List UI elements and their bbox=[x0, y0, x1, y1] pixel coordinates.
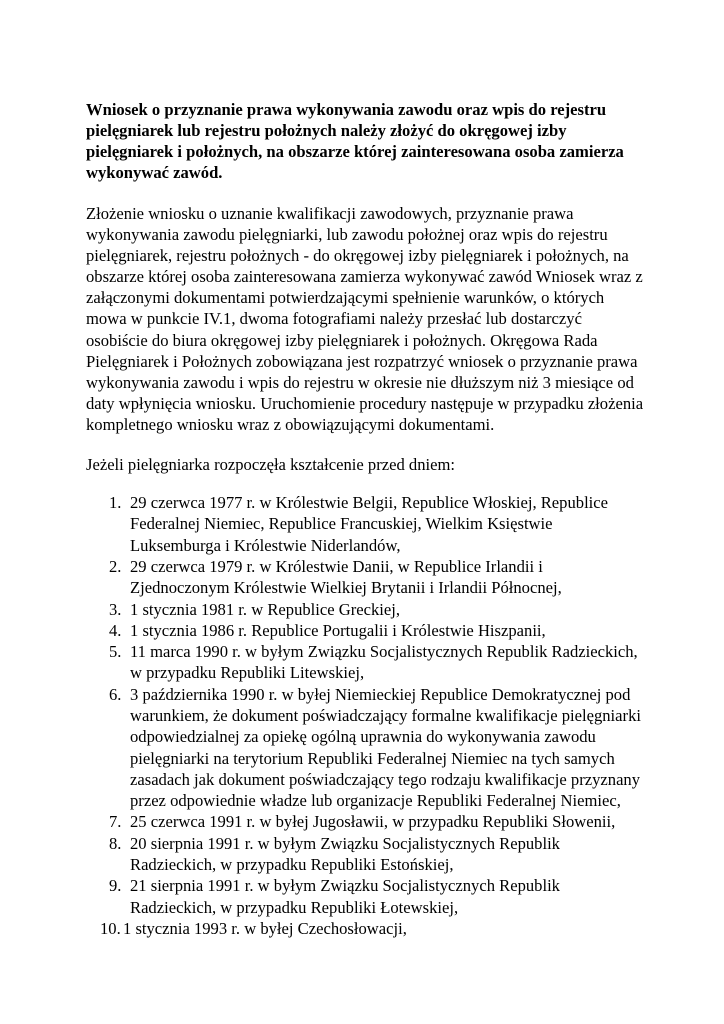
list-item-text: 20 sierpnia 1991 r. w byłym Związku Socjalistycznych Republik Radzieckich, w przypadku Republiki Estońskiej, bbox=[130, 833, 560, 875]
list-item-number: 10. bbox=[100, 918, 121, 938]
list-item-text: 29 czerwca 1979 r. w Królestwie Danii, w Republice Irlandii i Zjednoczonym Królestwie Wielkiej Brytanii i Irlandii Północnej, bbox=[130, 556, 562, 598]
list-item-number: 5. bbox=[109, 642, 122, 662]
date-list bbox=[86, 492, 646, 939]
list-item-number: 2. bbox=[109, 556, 122, 576]
list-item bbox=[86, 811, 646, 832]
list-item bbox=[86, 492, 646, 556]
document-heading: Wniosek o przyznanie prawa wykonywania zawodu oraz wpis do rejestru pielęgniarek lub rejestru położnych należy złożyć do okręgowej izby pielęgniarek i położnych, na obszarze której zainteresowana osoba zamierza wykonywać zawód. bbox=[86, 100, 624, 182]
list-item bbox=[86, 599, 646, 620]
list-item-text: 3 października 1990 r. w byłej Niemieckiej Republice Demokratycznej pod warunkiem, że dokument poświadczający formalne kwalifikacje pielęgniarki odpowiedzialnej za opiekę ogólną uprawnia do wykonywania zawodu pielęgniarki na terytorium Republiki Federalnej Niemiec na tych samych zasadach jak dokument poświadczający tego rodzaju kwalifikacje przyznany przez odpowiednie władze lub organizacje Republiki Federalnej Niemiec, bbox=[130, 684, 641, 811]
list-item bbox=[86, 684, 646, 812]
list-item bbox=[86, 641, 646, 684]
list-item-text: 25 czerwca 1991 r. w byłej Jugosławii, w przypadku Republiki Słowenii, bbox=[130, 812, 616, 832]
list-item-text: 29 czerwca 1977 r. w Królestwie Belgii, Republice Włoskiej, Republice Federalnej Niemiec, Republice Francuskiej, Wielkim Księstwie Luksemburga i Królestwie Niderlandów, bbox=[130, 493, 609, 555]
list-item-text: 1 stycznia 1993 r. w byłej Czechosłowacji, bbox=[123, 918, 407, 938]
list-item-number: 6. bbox=[109, 684, 122, 704]
list-item-number: 9. bbox=[109, 876, 122, 896]
list-item-text: 1 stycznia 1986 r. Republice Portugalii i Królestwie Hiszpanii, bbox=[130, 620, 546, 640]
document-body bbox=[86, 99, 646, 939]
list-item bbox=[86, 833, 646, 876]
list-item bbox=[86, 875, 646, 918]
list-item-text: 1 stycznia 1981 r. w Republice Greckiej, bbox=[130, 599, 401, 619]
procedure-paragraph: Złożenie wniosku o uznanie kwalifikacji zawodowych, przyznanie prawa wykonywania zawodu pielęgniarki, lub zawodu położnej oraz wpis do rejestru pielęgniarek, rejestru położnych - do okręgowej izby pielęgniarek i położnych, na obszarze której osoba zainteresowana zamierza wykonywać zawód Wniosek wraz z załączonymi dokumentami potwierdzającymi spełnienie warunków, o których mowa w punkcie IV.1, dwoma fotografiami należy przesłać lub dostarczyć osobiście do biura okręgowej izby pielęgniarek i położnych. Okręgowa Rada Pielęgniarek i Położnych zobowiązana jest rozpatrzyć wniosek o przyznanie prawa wykonywania zawodu i wpis do rejestru w okresie nie dłuższym niż 3 miesiące od daty wpłynięcia wniosku. Uruchomienie procedury następuje w przypadku złożenia kompletnego wniosku wraz z obowiązującymi dokumentami. bbox=[86, 204, 644, 434]
list-item-text: 21 sierpnia 1991 r. w byłym Związku Socjalistycznych Republik Radzieckich, w przypadku Republiki Łotewskiej, bbox=[130, 876, 560, 917]
list-item-number: 1. bbox=[109, 493, 122, 513]
list-item bbox=[86, 918, 646, 939]
list-item-number: 8. bbox=[109, 833, 122, 853]
list-item bbox=[86, 556, 646, 599]
list-item-number: 4. bbox=[109, 620, 122, 640]
list-item-number: 3. bbox=[109, 599, 122, 619]
list-intro: Jeżeli pielęgniarka rozpoczęła kształcenie przed dniem: bbox=[86, 455, 456, 475]
list-item-number: 7. bbox=[109, 812, 122, 832]
list-item-text: 11 marca 1990 r. w byłym Związku Socjalistycznych Republik Radzieckich, w przypadku Republiki Litewskiej, bbox=[130, 642, 638, 683]
list-item bbox=[86, 620, 646, 641]
